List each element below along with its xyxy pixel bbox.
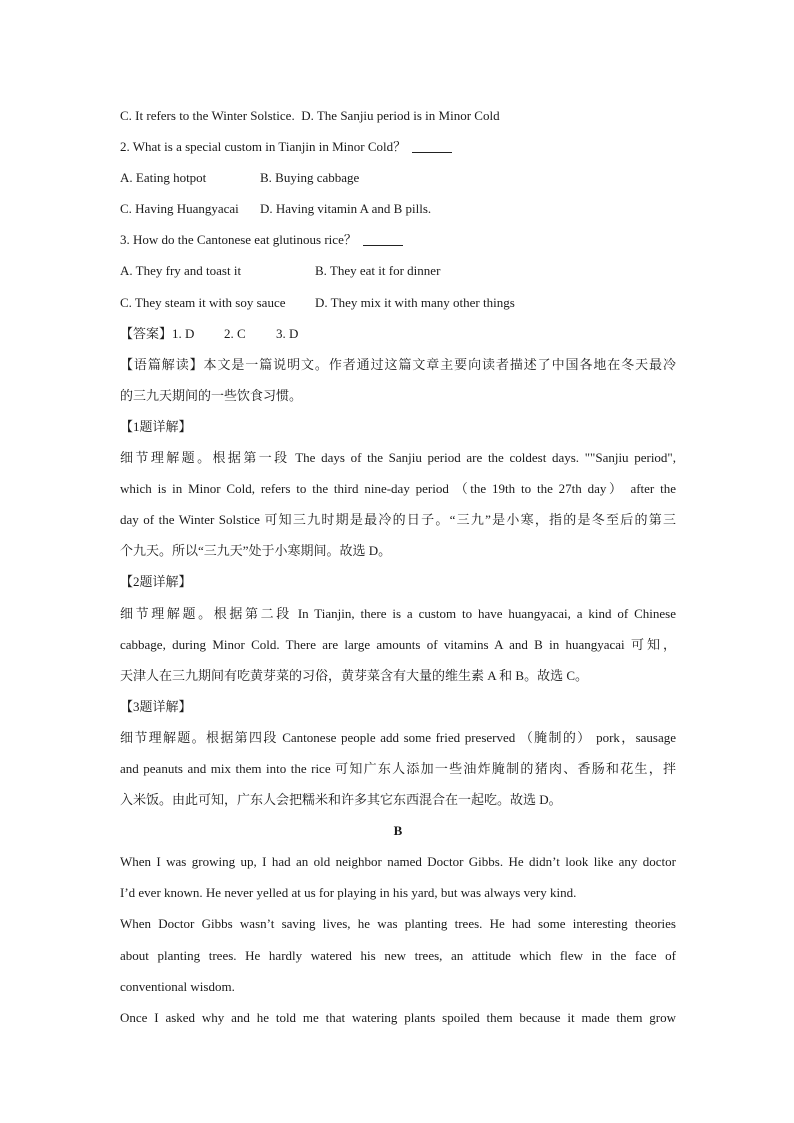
detail2-line-2: cabbage, during Minor Cold. There are large amounts of vitamins A and B in huangyacai 可知， (120, 636, 676, 652)
q3-answer-blank (363, 231, 403, 246)
passage-line-2: I’d ever known. He never yelled at us for playing in his yard, but was always very kind. (120, 885, 577, 901)
q3-option-b: B. They eat it for dinner (315, 263, 441, 279)
section-b-heading: B (393, 823, 403, 839)
q3-stem: 3. How do the Cantonese eat glutinous rice？ (120, 232, 357, 248)
q2-option-c: C. Having Huangyacai (120, 201, 239, 217)
detail1-line-4: 个九天。所以“三九天”处于小寒期间。故选 D。 (120, 543, 392, 559)
q2-options-ab (120, 162, 676, 193)
q3-option-d: D. They mix it with many other things (315, 294, 515, 310)
q2-options-cd (120, 193, 676, 224)
answer-1: 1. D (172, 325, 195, 341)
q2-option-a: A. Eating hotpot (120, 170, 207, 186)
passage-line-5: conventional wisdom. (120, 978, 235, 994)
q3-option-c: C. They steam it with soy sauce (120, 294, 286, 310)
detail3-line-2: and peanuts and mix them into the rice 可知广东人添加一些油炸腌制的猪肉、香肠和花生，拌 (120, 760, 676, 776)
detail3-line-1: 细节理解题。根据第四段 Cantonese people add some fried preserved （腌制的） pork，sausage (120, 729, 676, 745)
q2-stem-line (120, 131, 676, 162)
detail1-line-2: which is in Minor Cold, refers to the third nine-day period （the 19th to the 27th day） after the (120, 481, 676, 497)
detail1-heading: 【1题详解】 (120, 418, 192, 434)
passage-line-6: Once I asked why and he told me that watering plants spoiled them because it made them grow (120, 1009, 676, 1025)
q3-options-ab (120, 255, 676, 286)
q1-options-cd (120, 100, 676, 131)
detail2-line-1: 细节理解题。根据第二段 In Tianjin, there is a custom to have huangyacai, a kind of Chinese (120, 605, 676, 621)
q3-stem-line (120, 224, 676, 255)
detail1-line-1: 细节理解题。根据第一段 The days of the Sanjiu period are the coldest days. ""Sanjiu period", (120, 450, 676, 466)
q2-answer-blank (412, 138, 452, 153)
detail3-heading: 【3题详解】 (120, 698, 192, 714)
answer-line (120, 318, 676, 349)
detail1-line-3: day of the Winter Solstice 可知三九时期是最冷的日子。“三九”是小寒，指的是冬至后的第三 (120, 512, 676, 528)
detail2-line-3: 天津人在三九期间有吃黄芽菜的习俗，黄芽菜含有大量的维生素 A 和 B。故选 C。 (120, 667, 589, 683)
q1-option-d: D. The Sanjiu period is in Minor Cold (301, 108, 500, 123)
detail2-heading: 【2题详解】 (120, 574, 192, 590)
q2-option-d: D. Having vitamin A and B pills. (260, 201, 432, 217)
overview-line-1: 【语篇解读】本文是一篇说明文。作者通过这篇文章主要向读者描述了中国各地在冬天最冷 (120, 356, 676, 372)
overview-line-2: 的三九天期间的一些饮食习惯。 (120, 387, 303, 403)
q1-option-c: C. It refers to the Winter Solstice. (120, 108, 295, 123)
q2-option-b: B. Buying cabbage (260, 170, 360, 186)
q3-option-a: A. They fry and toast it (120, 263, 242, 279)
passage-line-1: When I was growing up, I had an old neighbor named Doctor Gibbs. He didn’t look like any doctor (120, 854, 676, 870)
detail3-line-3: 入米饭。由此可知，广东人会把糯米和许多其它东西混合在一起吃。故选 D。 (120, 792, 562, 808)
answer-label: 【答案】 (120, 325, 173, 341)
answer-3: 3. D (276, 325, 299, 341)
q3-options-cd (120, 287, 676, 318)
answer-2: 2. C (224, 325, 246, 341)
passage-line-4: about planting trees. He hardly watered his new trees, an attitude which flew in the face of (120, 947, 676, 963)
passage-line-3: When Doctor Gibbs wasn’t saving lives, he was planting trees. He had some interesting theories (120, 916, 676, 932)
q2-stem: 2. What is a special custom in Tianjin in Minor Cold？ (120, 139, 407, 155)
page-content (120, 100, 676, 1033)
